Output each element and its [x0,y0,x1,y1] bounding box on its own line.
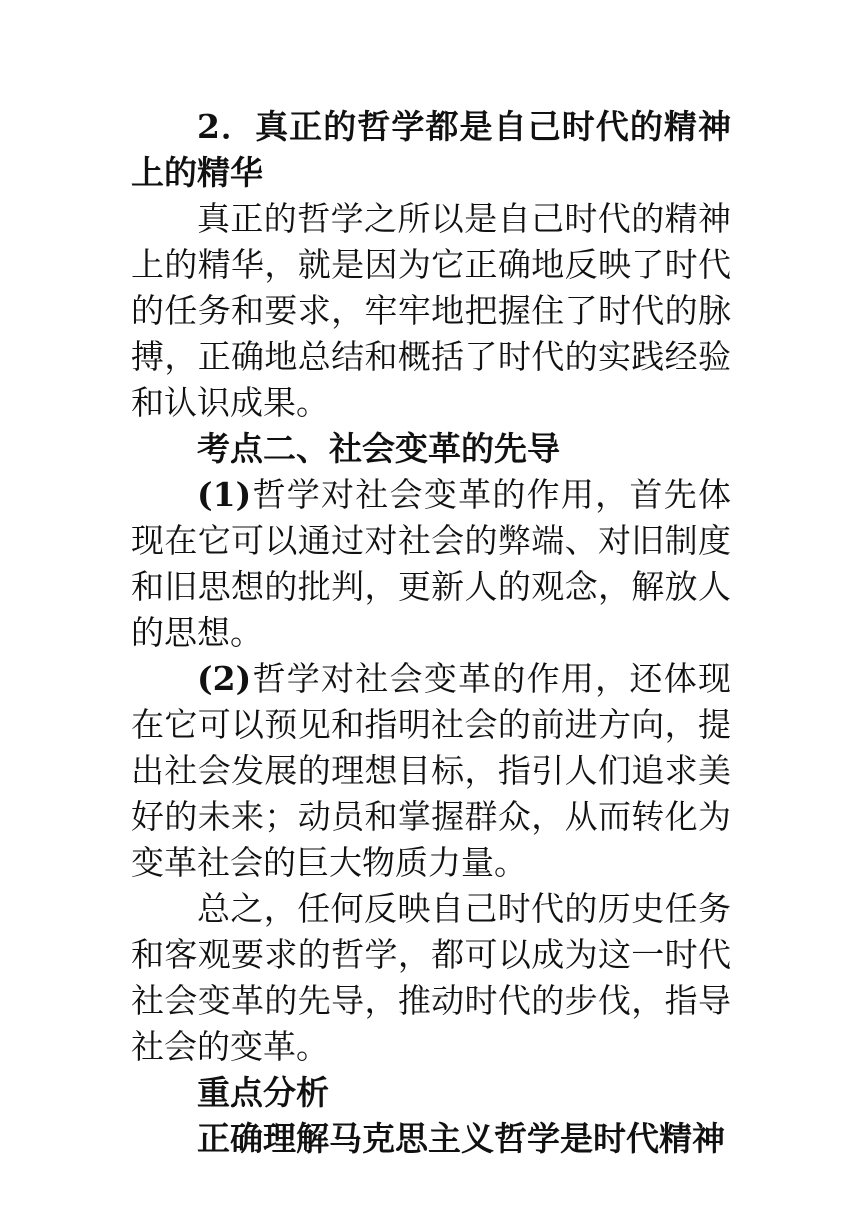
section-subheading-marxism: 正确理解马克思主义哲学是时代精神 [197,1119,725,1158]
point-2-label: (2) [197,659,252,698]
point-2-text: 哲学对社会变革的作用，还体现在它可以预见和指明社会的前进方向，提出社会发展的理想目标，指引人们追求美好的未来；动员和掌握群众，从而转化为变革社会的巨大物质力量。 [131,659,731,882]
paragraph-summary: 总之，任何反映自己时代的历史任务和客观要求的哲学，都可以成为这一时代社会变革的先导，推动时代的步伐，指导社会的变革。 [131,889,731,1066]
paragraph-point-2 [131,656,731,886]
point-1-label: (1) [197,475,252,514]
section-heading-true-philosophy: 2．真正的哲学都是自己时代的精神上的精华 [131,107,731,192]
point-1-text: 哲学对社会变革的作用，首先体现在它可以通过对社会的弊端、对旧制度和旧思想的批判，更新人的观念，解放人的思想。 [131,475,731,652]
section-heading-social-change: 考点二、社会变革的先导 [197,429,560,468]
document-page [131,104,731,1162]
section-heading-key-analysis: 重点分析 [197,1073,329,1112]
paragraph-point-1 [131,472,731,656]
paragraph-true-philosophy: 真正的哲学之所以是自己时代的精神上的精华，就是因为它正确地反映了时代的任务和要求，牢牢地把握住了时代的脉搏，正确地总结和概括了时代的实践经验和认识成果。 [131,199,731,422]
